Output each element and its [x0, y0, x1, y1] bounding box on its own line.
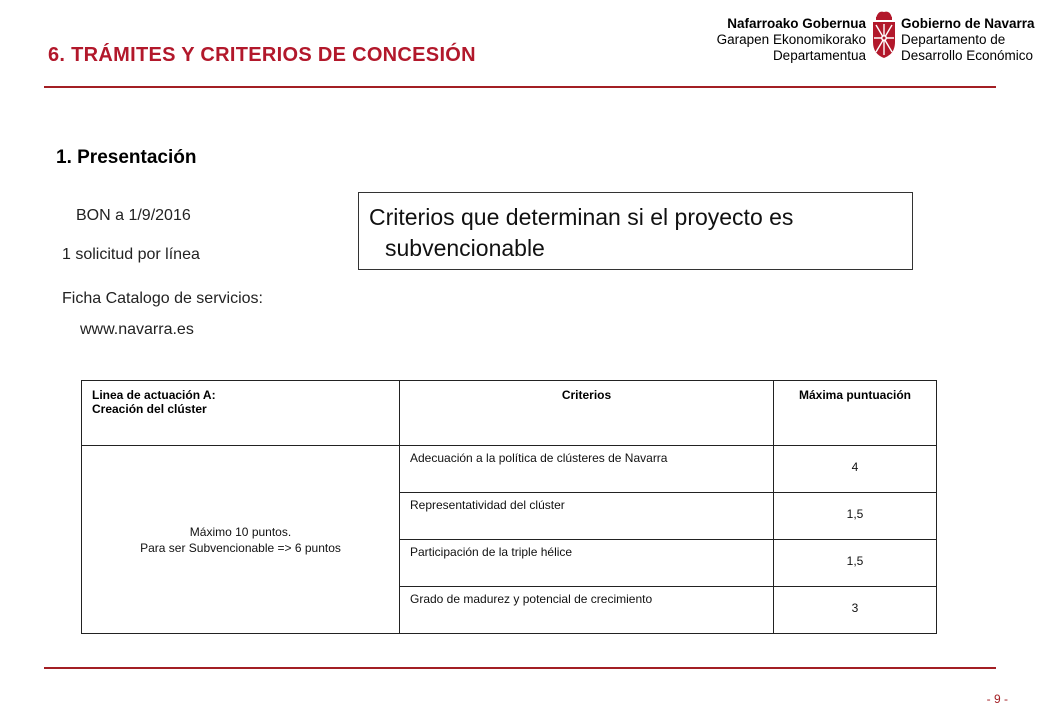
criterio-label: Representatividad del clúster: [410, 498, 565, 512]
puntuacion-cell: [774, 587, 937, 634]
page-number: - 9 -: [986, 692, 1008, 706]
section-heading: 1. Presentación: [56, 147, 197, 168]
logo-spanish-text: [901, 16, 1040, 64]
criterio-label: Adecuación a la política de clústeres de Navarra: [410, 451, 668, 465]
footer-divider: [44, 667, 996, 669]
puntuacion-value: 3: [851, 601, 859, 615]
logo-spanish-dept-2: Desarrollo Económico: [901, 48, 1034, 63]
logo-basque-dept-2: Departamentua: [772, 48, 866, 63]
puntuacion-cell: [774, 446, 937, 493]
header-linea-line-1: Linea de actuación A:: [92, 388, 216, 402]
navarra-link[interactable]: www.navarra.es: [80, 321, 194, 338]
puntuacion-cell: [774, 540, 937, 587]
logo-spanish-dept-1: Departamento de: [901, 32, 1006, 47]
criterio-cell: [400, 587, 774, 634]
criterio-cell: [400, 540, 774, 587]
callout-line-1: Criterios que determinan si el proyecto es: [369, 204, 794, 230]
logo-basque-name: Nafarroako Gobernua: [727, 16, 866, 31]
header-linea-actuacion: [82, 381, 400, 446]
header-divider: [44, 86, 996, 88]
callout-line-2: subvencionable: [385, 235, 545, 261]
logo-basque-dept-1: Garapen Ekonomikorako: [716, 32, 866, 47]
criterio-cell: [400, 446, 774, 493]
puntos-max-text: Máximo 10 puntos.: [189, 524, 292, 539]
navarra-seal-icon: [870, 8, 898, 66]
criterio-cell: [400, 493, 774, 540]
header-linea-line-2: Creación del clúster: [92, 402, 207, 416]
bon-date-text: BON a 1/9/2016: [76, 207, 191, 224]
criteria-callout-box: [358, 192, 913, 270]
logo-spanish-name: Gobierno de Navarra: [901, 16, 1035, 31]
criterio-label: Participación de la triple hélice: [410, 545, 573, 559]
page-title: 6. TRÁMITES Y CRITERIOS DE CONCESIÓN: [48, 44, 476, 66]
logo-basque-text: [716, 16, 866, 64]
puntuacion-value: 1,5: [846, 507, 864, 521]
puntuacion-cell: [774, 493, 937, 540]
header-criterios: Criterios: [400, 381, 774, 446]
puntuacion-value: 1,5: [846, 554, 864, 568]
puntos-summary-cell: [82, 446, 400, 634]
table-header-row: [82, 381, 937, 446]
puntos-subvencionable-text: Para ser Subvencionable => 6 puntos: [140, 540, 341, 555]
criteria-table: [81, 380, 937, 634]
table-row: [82, 446, 937, 493]
puntuacion-value: 4: [851, 460, 859, 474]
criterio-label: Grado de madurez y potencial de crecimiento: [410, 592, 653, 606]
header-maxima-puntuacion: Máxima puntuación: [774, 381, 937, 446]
gobierno-navarra-logo: [716, 8, 1036, 68]
ficha-catalogo-text: Ficha Catalogo de servicios:: [62, 290, 263, 307]
solicitud-text: 1 solicitud por línea: [62, 246, 200, 263]
